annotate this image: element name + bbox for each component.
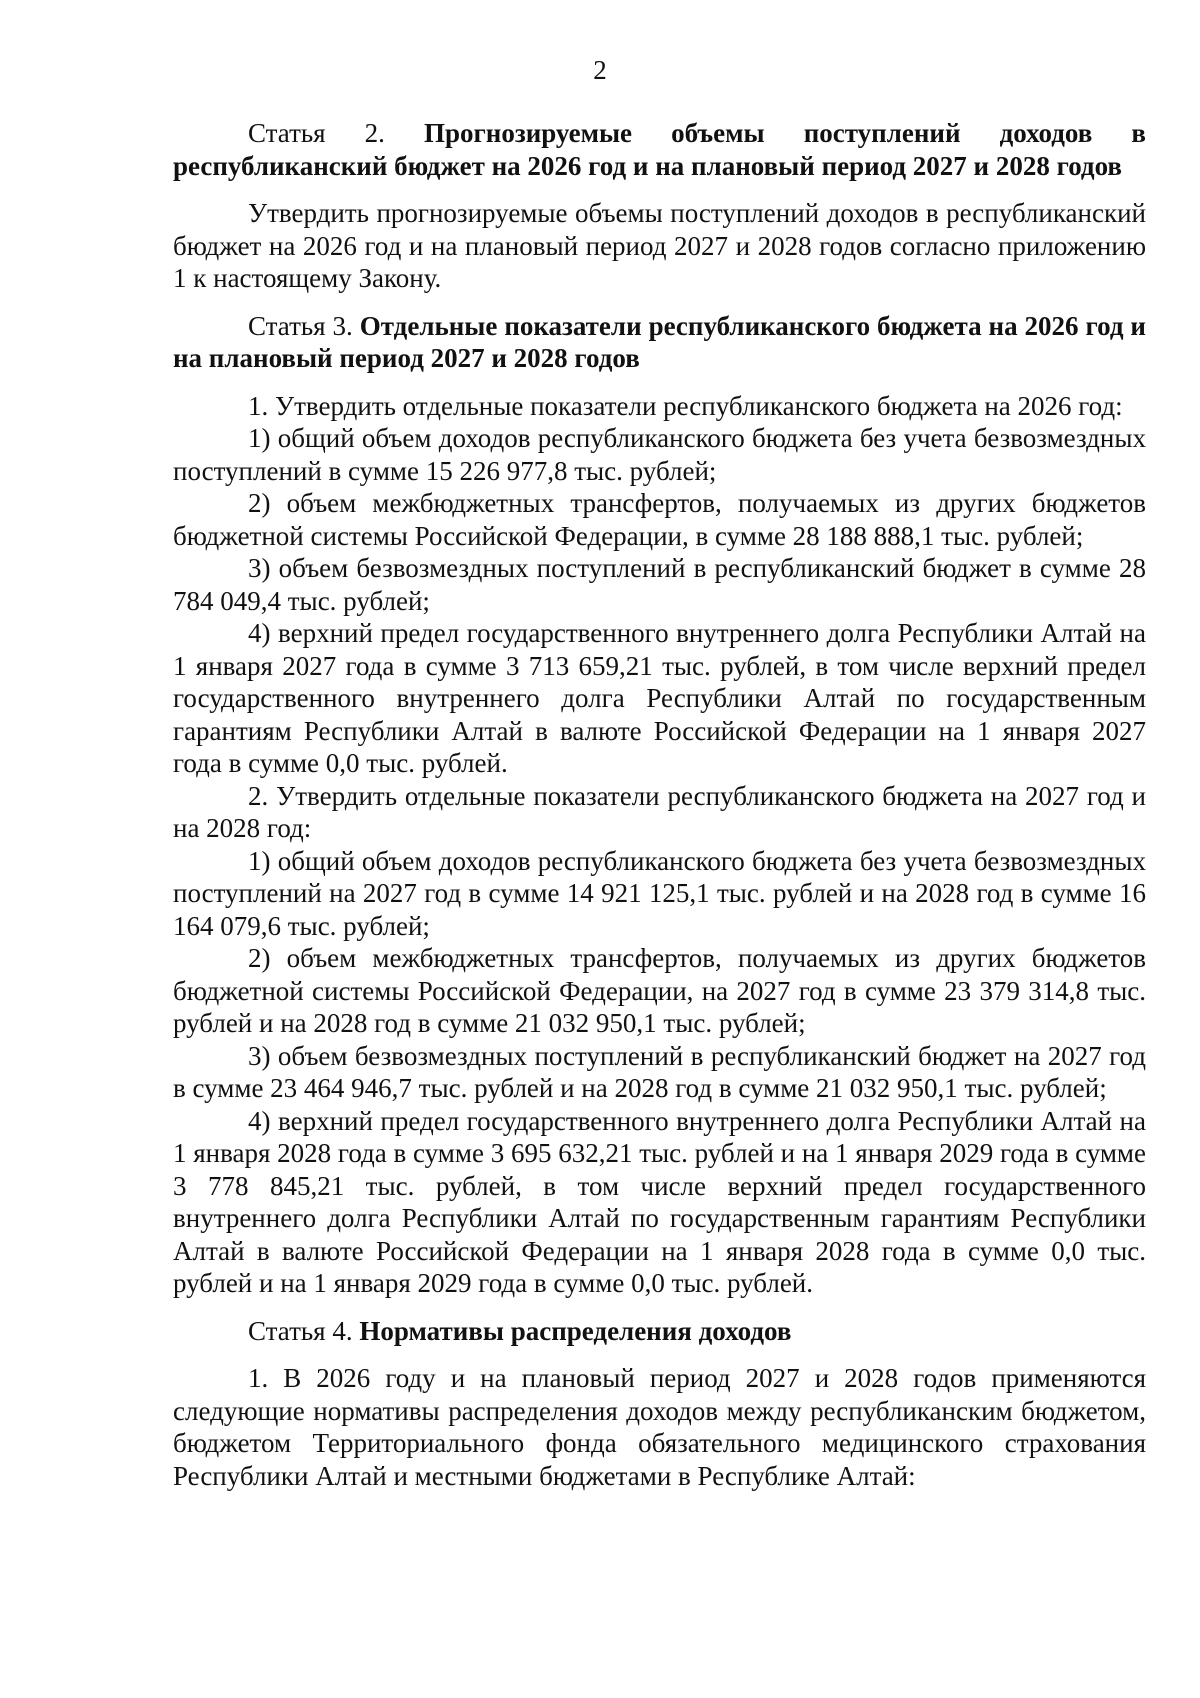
article-3-prefix: Статья 3. [248, 310, 353, 341]
article-4-text: 1. В 2026 году и на плановый период 2027 и 2028 годов применяются следующие нормативы распределения доходов между республиканским бюджетом, бюджетом Территориального фонда обязательного медицинского страхования Республики Алтай и местными бюджетами в Республике Алтай: [173, 1363, 1146, 1491]
article-3-part-1-lead: 1. Утвердить отдельные показатели республиканского бюджета на 2026 год: [248, 390, 1123, 421]
page-number: 2 [593, 55, 607, 85]
document-body [173, 117, 1146, 1492]
article-3-part-1-item: 3) объем безвозмездных поступлений в республиканский бюджет в сумме 28 784 049,4 тыс. рублей; [173, 553, 1146, 616]
article-4-prefix: Статья 4. [248, 1315, 353, 1346]
article-2-prefix: Статья 2. [248, 118, 385, 148]
article-3-part-1-item: 4) верхний предел государственного внутреннего долга Республики Алтай на 1 января 2027 года в сумме 3 713 659,21 тыс. рублей, в том числе верхний предел государственного внутреннего долга Республики Алтай по государственным гарантиям Республики Алтай в валюте Российской Федерации на 1 января 2027 года в сумме 0,0 тыс. рублей. [173, 618, 1146, 778]
article-3-part-2-item: 2) объем межбюджетных трансфертов, получаемых из других бюджетов бюджетной системы Российской Федерации, на 2027 год в сумме 23 379 314,8 тыс. рублей и на 2028 год в сумме 21 032 950,1 тыс. рублей; [173, 943, 1146, 1038]
article-3-part-2-item: 1) общий объем доходов республиканского бюджета без учета безвозмездных поступлений на 2027 год в сумме 14 921 125,1 тыс. рублей и на 2028 год в сумме 16 164 079,6 тыс. рублей; [173, 845, 1146, 941]
article-2-title: Прогнозируемые объемы поступлений доходов в республиканский бюджет на 2026 год и на плановый период 2027 и 2028 годов [173, 118, 1146, 181]
article-4-title: Нормативы распределения доходов [359, 1315, 792, 1346]
article-2-text: Утвердить прогнозируемые объемы поступлений доходов в республиканский бюджет на 2026 год и на плановый период 2027 и 2028 годов согласно приложению 1 к настоящему Закону. [173, 198, 1146, 293]
article-3-part-2-item: 3) объем безвозмездных поступлений в республиканский бюджет на 2027 год в сумме 23 464 946,7 тыс. рублей и на 2028 год в сумме 21 032 950,1 тыс. рублей; [173, 1040, 1146, 1103]
article-3-heading [173, 310, 1146, 375]
article-3-part-2-lead: 2. Утвердить отдельные показатели республиканского бюджета на 2027 год и на 2028 год: [173, 780, 1146, 843]
article-3-part-1-item: 2) объем межбюджетных трансфертов, получаемых из других бюджетов бюджетной системы Российской Федерации, в сумме 28 188 888,1 тыс. рублей; [173, 488, 1146, 551]
article-3-part-2-item: 4) верхний предел государственного внутреннего долга Республики Алтай на 1 января 2028 года в сумме 3 695 632,21 тыс. рублей и на 1 января 2029 года в сумме 3 778 845,21 тыс. рублей, в том числе верхний предел государственного внутреннего долга Республики Алтай по государственным гарантиям Республики Алтай в валюте Российской Федерации на 1 января 2028 года в сумме 0,0 тыс. рублей и на 1 января 2029 года в сумме 0,0 тыс. рублей. [173, 1105, 1146, 1298]
article-4-heading [173, 1315, 1146, 1348]
article-3-part-1-item: 1) общий объем доходов республиканского бюджета без учета безвозмездных поступлений в сумме 15 226 977,8 тыс. рублей; [173, 423, 1146, 486]
article-2-heading [173, 117, 1146, 182]
article-3-title: Отдельные показатели республиканского бюджета на 2026 год и на плановый период 2027 и 2028 годов [173, 310, 1146, 373]
